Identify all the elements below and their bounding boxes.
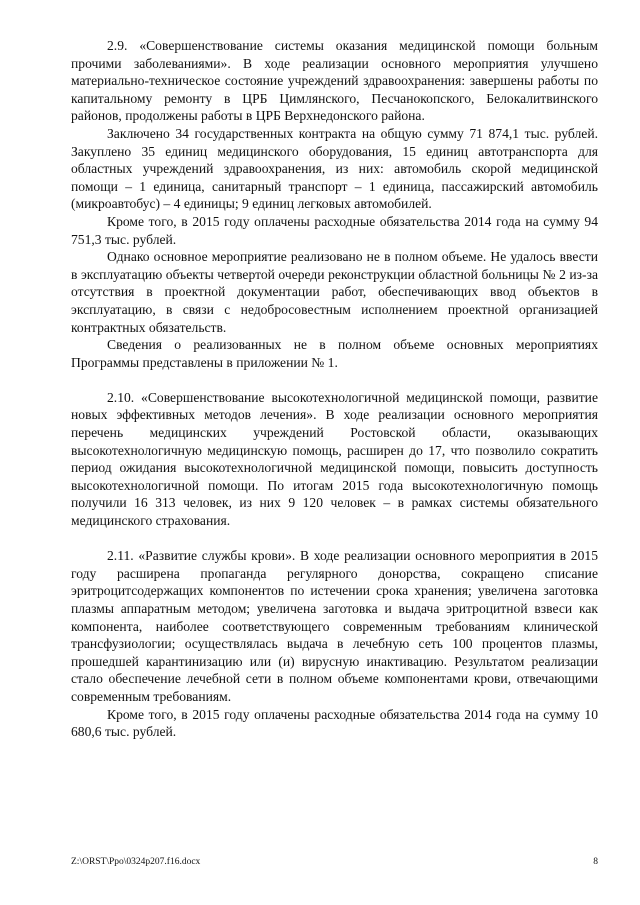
document-page bbox=[71, 37, 598, 741]
paragraph-not-fully-implemented: Однако основное мероприятие реализовано не в полном объеме. Не удалось ввести в эксплуатацию объекты четвертой очереди реконструкции областной больницы № 2 из-за отсутствия в проектной документации работ, обеспечивающих ввод объектов в эксплуатацию, в связи с недобросовестным исполнением проектной организацией контрактных обязательств. bbox=[71, 249, 598, 335]
paragraph-contracts: Заключено 34 государственных контракта на общую сумму 71 874,1 тыс. рублей. Закуплено 35 единиц медицинского оборудования, 15 единиц автотранспорта для областных учреждений здравоохранения, из них: автомобиль скорой медицинской помощи – 1 единица, санитарный транспорт – 1 единица, пассажирский автомобиль (микроавтобус) – 4 единицы; 9 единиц легковых автомобилей. bbox=[71, 125, 598, 212]
paragraph-2-11: 2.11. «Развитие службы крови». В ходе реализации основного мероприятия в 2015 году расширена пропаганда регулярного донорства, сокращено списание эритроцитсодержащих компонентов по истечении срока хранения; увеличена заготовка плазмы аппаратным методом; увеличена заготовка и выдача эритроцитной взвеси как компонента, наиболее соответствующего современным требованиям клинической трансфузиологии; осуществлялась выдача в лечебную сеть 100 процентов плазмы, прошедшей карантинизацию или (и) вирусную инактивацию. Результатом реализации стало обеспечение лечебной сети в полном объеме компонентами крови, отвечающими современным требованиям. bbox=[71, 548, 598, 704]
paragraph-2-10: 2.10. «Совершенствование высокотехнологичной медицинской помощи, развитие новых эффективных методов лечения». В ходе реализации основного мероприятия перечень медицинских учреждений Ростовской области, оказывающих высокотехнологичную медицинскую помощь, расширен до 17, что позволило сократить период ожидания высокотехнологичной медицинской помощи, повысить доступность высокотехнологичной помощи. По итогам 2015 года высокотехнологичную помощь получили 16 313 человек, из них 9 120 человек – в рамках системы обязательного медицинского страхования. bbox=[71, 389, 598, 529]
paragraph-2014-obligations: Кроме того, в 2015 году оплачены расходные обязательства 2014 года на сумму 94 751,3 тыс. рублей. bbox=[71, 213, 598, 247]
page-footer bbox=[71, 857, 598, 867]
paragraph-appendix-reference: Сведения о реализованных не в полном объеме основных мероприятиях Программы представлены в приложении № 1. bbox=[71, 337, 598, 370]
section-spacer bbox=[71, 530, 598, 548]
footer-file-path: Z:\ORST\Ppo\0324p207.f16.docx bbox=[71, 857, 201, 867]
page-number: 8 bbox=[593, 857, 598, 867]
section-spacer bbox=[71, 371, 598, 389]
paragraph-2014-obligations-blood: Кроме того, в 2015 году оплачены расходные обязательства 2014 года на сумму 10 680,6 тыс. рублей. bbox=[71, 706, 598, 740]
paragraph-2-9-intro: 2.9. «Совершенствование системы оказания медицинской помощи больным прочими заболеваниями». В ходе реализации основного мероприятия улучшено материально-техническое состояние учреждений здравоохранения: завершены работы по капитальному ремонту в ЦРБ Цимлянского, Песчанокопского, Белокалитвинского районов, продолжены работы в ЦРБ Верхнедонского района. bbox=[71, 38, 598, 124]
